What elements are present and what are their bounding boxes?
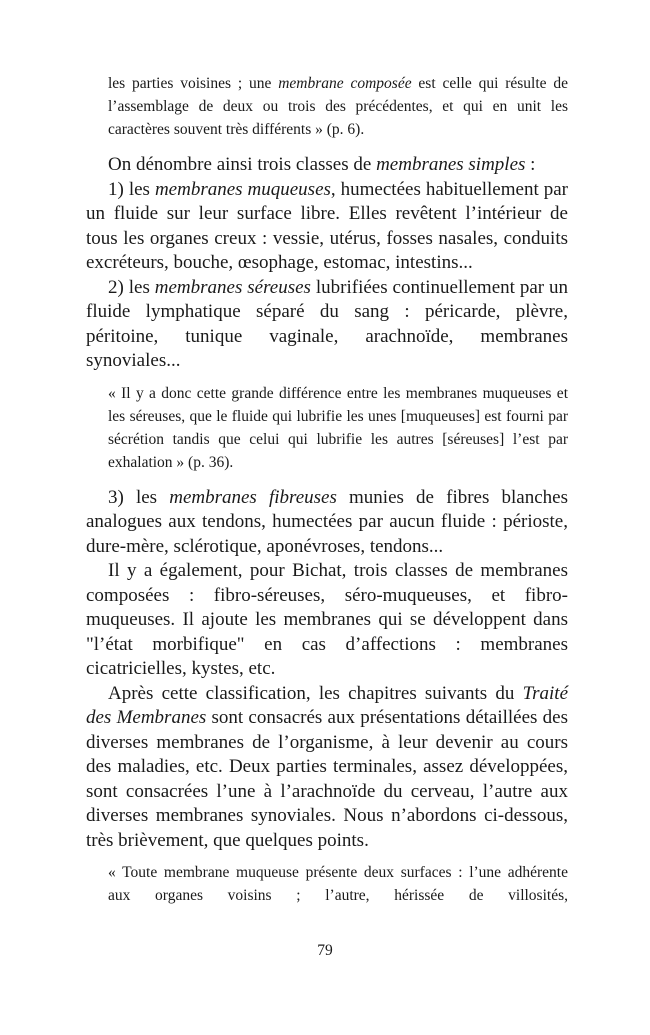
paragraph-emphasis: membranes séreuses [154,276,311,298]
page-number: 79 [317,942,333,959]
paragraph-text: : [525,154,536,175]
quote-text: les parties voisines ; une [108,75,279,92]
paragraph-intro [86,153,568,178]
paragraph-classification [86,682,568,854]
paragraph-emphasis: membranes fibreuses [169,486,337,508]
quote-text: est celle qui résulte de l’assemblage de deux ou trois des précédentes, et qui en unit les caractères souvent très différents » (p. 6). [108,75,568,138]
paragraph-composed: Il y a également, pour Bichat, trois classes de membranes composées : fibro-séreuses, séro-muqueuses, et fibro-muqueuses. Il ajoute les membranes qui se développent dans "l’état morbifique" en cas d’affections : membranes cicatricielles, kystes, etc. [86,560,568,679]
quote-emphasis: membrane composée [278,75,412,92]
paragraph-text: 1) les [108,178,155,200]
paragraph-text: , humectées habituellement par un fluide sur leur surface libre. Elles revêtent l’intérieur de tous les organes creux : vessie, utérus, fosses nasales, conduits excréteurs, bouche, œsophage, estomac, intestins... [86,178,568,273]
paragraph-text: 3) les [108,486,170,508]
book-title: Traité des Membranes [86,682,568,728]
paragraph-text: Après cette classification, les chapitres suivants du [108,682,523,704]
paragraph-text: sont consacrés aux présentations détaillées des diverses membranes de l’organisme, à leur devenir au cours des maladies, etc. Deux parties terminales, assez développées, sont consacrées l’une à l’arachnoïde du cerveau, l’autre aux diverses membranes synoviales. Nous n’abordons ci-dessous, très brièvement, que quelques points. [86,707,569,851]
block-quote-mucous: « Toute membrane muqueuse présente deux surfaces : l’une adhérente aux organes voisins ; l’autre, hérissée de villosités, [108,864,568,904]
paragraph-serous [86,276,568,374]
paragraph-emphasis: membranes muqueuses [154,178,331,200]
block-quote-continued [86,72,568,141]
paragraph-text: 2) les [108,276,155,298]
paragraph-mucous [86,178,568,276]
page-body [86,72,568,907]
paragraph-fibrous [86,486,568,560]
paragraph-emphasis: membranes simples [376,154,526,175]
paragraph-text: On dénombre ainsi trois classes de [108,154,377,175]
paragraph-text: munies de fibres blanches analogues aux tendons, humectées par aucun fluide : périoste, dure-mère, sclérotique, aponévroses, tendons... [86,486,568,557]
paragraph-text: lubrifiées continuellement par un fluide lymphatique séparé du sang : péricarde, plèvre, péritoine, tunique vaginale, arachnoïde, membranes synoviales... [86,276,569,371]
block-quote-serous: « Il y a donc cette grande différence entre les membranes muqueuses et les séreuses, que le fluide qui lubrifie les unes [muqueuses] est fourni par sécrétion tandis que celui qui lubrifie les autres [séreuses] l’est par exhalation » (p. 36). [108,384,568,471]
